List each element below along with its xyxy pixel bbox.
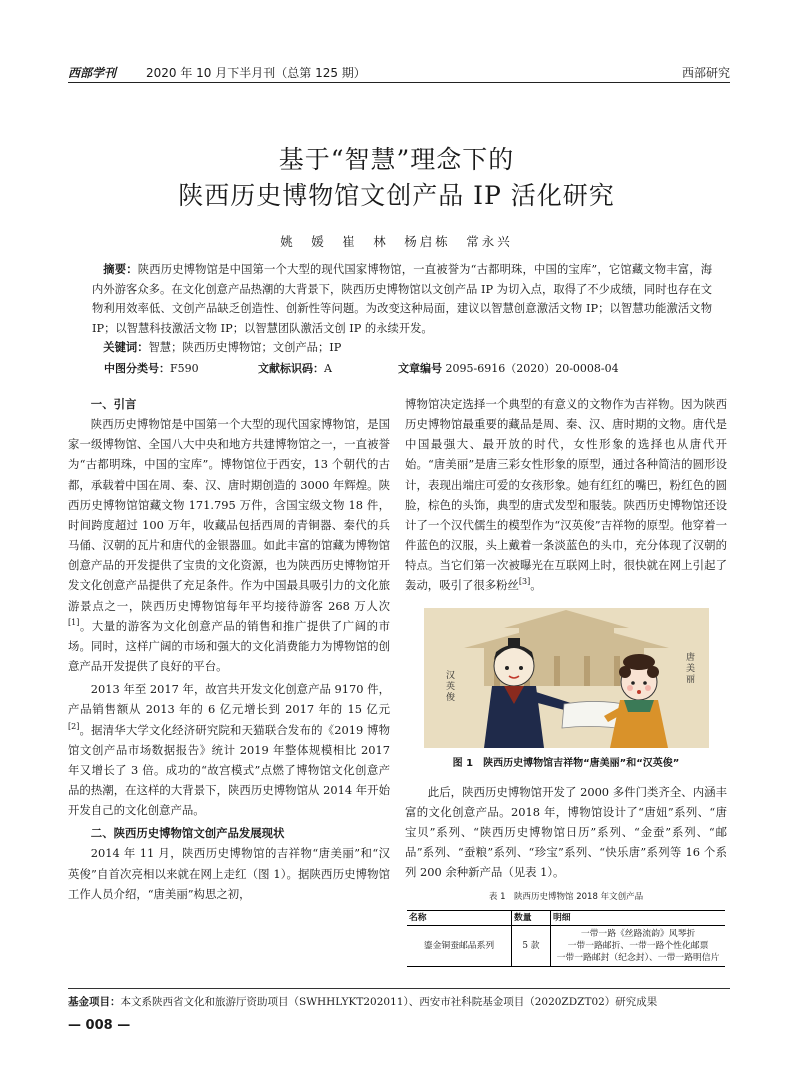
journal-issue: 2020 年 10 月下半月刊（总第 125 期） bbox=[146, 66, 366, 80]
page-number: — 008 — bbox=[68, 1018, 131, 1033]
table-header-row bbox=[407, 910, 725, 925]
table-caption: 表 1 陕西历史博物馆 2018 年文创产品 bbox=[488, 891, 644, 902]
paragraph-text: 陕西历史博物馆是中国第一个大型的现代国家博物馆，是国家一级博物馆、全国八大中央和地方共建博物馆之一，一直被誉为“古都明珠，中国的宝库”。博物馆位于西安，13 个朝代的古都，承载着中国在周、秦、汉、唐时期创造的 3000 年辉煌。陕西历史博物馆馆藏文物 171.795 万件，含国宝级文物 18 件，时间跨度超过 100 万年，收藏品包括西周的青铜器、秦代的兵马俑、汉朝的瓦片和唐代的金银器皿。如此丰富的馆藏为博物馆创意产品的开发提供了宝贵的文化资源，也为陕西历史博物馆开发文化创意产品提供了充足条件。作为中国最具吸引力的文化旅游景点之一，陕西历史博物馆每年平均接待游客 268 万人次 bbox=[68, 417, 390, 613]
funding-text: 本文系陕西省文化和旅游厅资助项目（SWHHLYKT202011）、西安市社科院基金项目（2020ZDZT02）研究成果 bbox=[120, 996, 658, 1008]
doc-code bbox=[258, 360, 332, 376]
figure-label-tang: 唐美丽 bbox=[685, 652, 695, 685]
paragraph bbox=[405, 394, 727, 596]
table-header-count: 数量 bbox=[512, 910, 551, 925]
products-table bbox=[407, 910, 725, 967]
abstract-text: 陕西历史博物馆是中国第一个大型的现代国家博物馆，一直被誉为“古都明珠，中国的宝库”，它馆藏文物丰富，海内外游客众多。在文化创意产品热潮的大背景下，陕西历史博物馆以文创产品 IP 为切入点，取得了不少成绩，同时也存在文物利用效率低、文创产品缺乏创造性、创新性等问题。为改变这种局面，建议以智慧创意激活文物 IP；以智慧功能激活文物 IP；以智慧科技激活文物 IP；以智慧团队激活文创 IP 的永续开发。 bbox=[92, 263, 712, 335]
table-row bbox=[407, 925, 725, 966]
abstract bbox=[92, 260, 712, 338]
citation: [1] bbox=[68, 617, 80, 627]
paragraph-text: 。大量的游客为文化创意产品的销售和推广提供了广阔的市场。同时，这样广阔的市场和强大的文化消费能力为博物馆的创意产品开发提供了良好的平台。 bbox=[68, 618, 390, 674]
article-number-label: 文章编号 bbox=[398, 362, 442, 375]
doc-code-label: 文献标识码： bbox=[258, 362, 324, 375]
left-column bbox=[68, 394, 390, 904]
paragraph: 此后，陕西历史博物馆开发了 2000 多件门类齐全、内涵丰富的文化创意产品。2018 年，博物馆设计了“唐妞”系列、“唐宝贝”系列、“陕西历史博物馆日历”系列、“金蚕”系列、“邮品”系列、“蚕粮”系列、“珍宝”系列、“快乐唐”系列等 16 个系列 200 余种新产品（见表 1）。 bbox=[405, 784, 727, 880]
clc-value: F590 bbox=[170, 362, 199, 375]
clc-label: 中图分类号： bbox=[104, 362, 170, 375]
article-number bbox=[398, 360, 619, 376]
paragraph-text: 博物馆决定选择一个典型的有意义的文物作为吉祥物。因为陕西历史博物馆最重要的藏品是周、秦、汉、唐时期的文物。唐代是中国最强大、最开放的时代，女性形象的选择也从唐代开始。“唐美丽”是唐三彩女性形象的原型，通过各种简洁的圆形设计，表现出端庄可爱的女孩形象。她有红红的嘴巴，粉红色的圆脸，棕色的头饰，典型的唐式发型和服装。陕西历史博物馆还设计了一个汉代儒生的模型作为“汉英俊”吉祥物的原型。他穿着一件蓝色的汉服，头上戴着一条淡蓝色的头巾，充分体现了汉朝的特点。当它们第一次被曝光在互联网上时，很快就在网上引起了轰动，吸引了很多粉丝 bbox=[405, 397, 727, 593]
doc-code-value: A bbox=[324, 362, 332, 375]
figure-label-han: 汉英俊 bbox=[445, 670, 455, 703]
table-cell-count: 5 款 bbox=[512, 925, 551, 966]
paper-title bbox=[0, 142, 793, 214]
paragraph-text: 。据清华大学文化经济研究院和天猫联合发布的《2019 博物馆文创产品市场数据报告》统计 2019 年整体规模相比 2017 年又增长了 3 倍。成功的“故宫模式”点燃了博物馆文化创意产品的热潮，在这样的大背景下，陕西历史博物馆从 2014 年开始开发自己的文化创意产品。 bbox=[68, 722, 390, 818]
funding-footnote bbox=[68, 988, 730, 1009]
table-cell-name: 鎏金铜蚕邮品系列 bbox=[407, 925, 512, 966]
title-line-1: 基于“智慧”理念下的 bbox=[278, 145, 515, 174]
paragraph bbox=[68, 679, 390, 820]
table-detail-line: 一带一路邮封（纪念封）、一带一路明信片 bbox=[556, 952, 720, 963]
article-number-value: 2095-6916（2020）20-0008-04 bbox=[445, 362, 619, 375]
keywords bbox=[92, 338, 712, 358]
section-heading-1: 一、引言 bbox=[90, 397, 137, 411]
journal-name: 西部学刊 bbox=[68, 66, 117, 80]
table-header-details: 明细 bbox=[551, 910, 726, 925]
keywords-label: 关键词： bbox=[103, 341, 149, 354]
table-cell-details bbox=[551, 925, 726, 966]
abstract-label: 摘要： bbox=[103, 263, 138, 276]
citation: [2] bbox=[68, 721, 80, 731]
funding-label: 基金项目： bbox=[68, 996, 121, 1008]
paragraph-text: 2013 年至 2017 年，故宫共开发文化创意产品 9170 件，产品销售额从 2013 年的 6 亿元增长到 2017 年的 15 亿元 bbox=[68, 682, 390, 717]
title-line-2: 陕西历史博物馆文创产品 IP 活化研究 bbox=[178, 181, 615, 210]
table-detail-line: 一带一路邮折、一带一路个性化邮票 bbox=[567, 940, 709, 951]
citation: [3] bbox=[518, 577, 531, 587]
clc-number bbox=[104, 360, 199, 376]
figure-mascots bbox=[424, 608, 709, 748]
right-column bbox=[405, 394, 727, 967]
table-header-name: 名称 bbox=[407, 910, 512, 925]
paragraph: 2014 年 11 月，陕西历史博物馆的吉祥物“唐美丽”和“汉英俊”自首次亮相以来就在网上走红（图 1）。据陕西历史博物馆工作人员介绍，“唐美丽”构思之初， bbox=[68, 846, 390, 901]
paragraph-text: 。 bbox=[530, 578, 542, 593]
authors: 姚 媛 崔 林 杨启栋 常永兴 bbox=[280, 234, 513, 249]
section-name: 西部研究 bbox=[681, 66, 730, 80]
abstract-block bbox=[92, 260, 712, 358]
running-header bbox=[68, 62, 730, 83]
figure-caption: 图 1 陕西历史博物馆吉祥物“唐美丽”和“汉英俊” bbox=[452, 757, 680, 769]
section-heading-2: 二、陕西历史博物馆文创产品发展现状 bbox=[90, 826, 285, 841]
figure-mascots-illustration bbox=[424, 608, 709, 748]
keywords-text: 智慧；陕西历史博物馆；文创产品；IP bbox=[148, 341, 342, 354]
table-detail-line: 一带一路《丝路流韵》风琴折 bbox=[580, 928, 696, 939]
paragraph bbox=[68, 414, 390, 676]
